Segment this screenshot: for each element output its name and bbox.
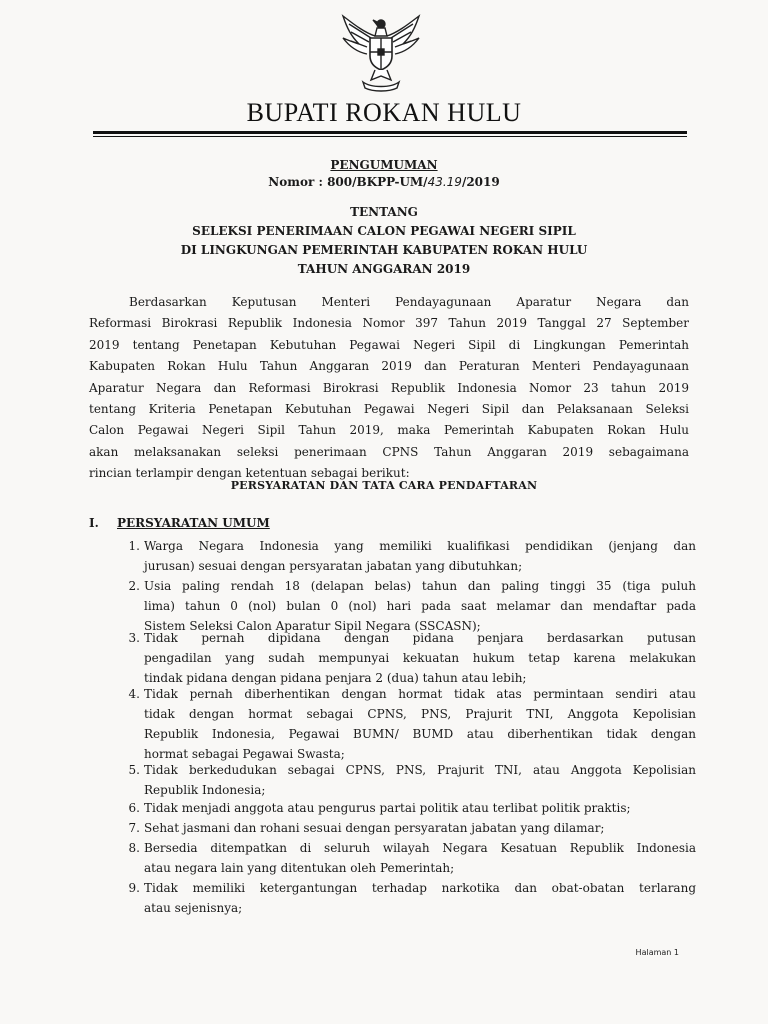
paragraph-line: Aparatur Negara dan Reformasi Birokrasi Republik Indonesia Nomor 23 tahun 2019 — [89, 380, 689, 395]
list-item-line: Bersedia ditempatkan di seluruh wilayah Negara Kesatuan Republik Indonesia — [144, 841, 696, 855]
list-item-text — [144, 818, 696, 838]
header-rule-thick — [93, 131, 687, 134]
list-item-line: atau sejenisnya; — [144, 901, 243, 915]
number-suffix: /2019 — [461, 175, 500, 189]
list-item-number: 1. — [128, 539, 140, 553]
list-item-number: 5. — [128, 763, 140, 777]
garuda-emblem-icon — [337, 14, 425, 92]
list-item-line: tindak pidana dengan pidana penjara 2 (dua) tahun atau lebih; — [144, 671, 527, 685]
list-item-text — [144, 684, 696, 764]
list-item-line: Republik Indonesia, Pegawai BUMN/ BUMD atau diberhentikan tidak dengan — [144, 727, 696, 741]
list-item-number: 8. — [128, 841, 140, 855]
paragraph-line: akan melaksanakan seleksi penerimaan CPNS Tahun Anggaran 2019 sebagaimana — [89, 444, 689, 459]
paragraph-line: tentang Kriteria Penetapan Kebutuhan Pegawai Negeri Sipil dan Pelaksanaan Seleksi — [89, 402, 689, 417]
list-item-line: jurusan) sesuai dengan persyaratan jabatan yang dibutuhkan; — [144, 559, 523, 573]
list-item-line: atau negara lain yang ditentukan oleh Pemerintah; — [144, 861, 455, 875]
list-item-line: Republik Indonesia; — [144, 783, 266, 797]
list-item-number: 3. — [128, 631, 140, 645]
number-prefix: Nomor : 800/BKPP-UM/ — [268, 175, 428, 189]
list-item-number: 9. — [128, 881, 140, 895]
subject-line: DI LINGKUNGAN PEMERINTAH KABUPATEN ROKAN HULU — [180, 243, 588, 257]
paragraph-line: Berdasarkan Keputusan Menteri Pendayagunaan Aparatur Negara dan — [129, 295, 689, 309]
announcement-label: PENGUMUMAN — [330, 158, 438, 172]
paragraph-line: Kabupaten Rokan Hulu Tahun Anggaran 2019 dan Peraturan Menteri Pendayagunaan — [89, 359, 689, 374]
list-item-line: Warga Negara Indonesia yang memiliki kualifikasi pendidikan (jenjang dan — [144, 539, 696, 553]
section-roman-number: I. — [89, 516, 99, 530]
paragraph-line: rincian terlampir dengan ketentuan sebagai berikut: — [89, 466, 410, 481]
section-title: PERSYARATAN UMUM — [117, 516, 270, 530]
list-item-text — [144, 838, 696, 878]
page-number: Halaman 1 — [635, 948, 679, 957]
list-item-line: tidak dengan hormat sebagai CPNS, PNS, Prajurit TNI, Anggota Kepolisian — [144, 707, 696, 721]
list-item-number: 7. — [128, 821, 140, 835]
paragraph-line: 2019 tentang Penetapan Kebutuhan Pegawai Negeri Sipil di Lingkungan Pemerintah — [89, 337, 689, 352]
list-item-line: Tidak pernah dipidana dengan pidana penjara berdasarkan putusan — [144, 631, 696, 645]
list-item-text — [144, 576, 696, 636]
list-item-number: 6. — [128, 801, 140, 815]
tentang-label: TENTANG — [350, 205, 418, 219]
list-item-line: hormat sebagai Pegawai Swasta; — [144, 747, 345, 761]
number-handwritten: 43.19 — [427, 175, 462, 189]
list-item-line: Sistem Seleksi Calon Aparatur Sipil Negara (SSCASN); — [144, 619, 481, 633]
list-item-line: Tidak memiliki ketergantungan terhadap narkotika dan obat-obatan terlarang — [144, 881, 696, 895]
list-item-line: Tidak berkedudukan sebagai CPNS, PNS, Prajurit TNI, atau Anggota Kepolisian — [144, 763, 696, 777]
subject-line: TAHUN ANGGARAN 2019 — [297, 262, 471, 276]
list-item-line: Usia paling rendah 18 (delapan belas) tahun dan paling tinggi 35 (tiga puluh — [144, 579, 696, 593]
header-rule-thin — [93, 136, 687, 137]
paragraph-line: Calon Pegawai Negeri Sipil Tahun 2019, maka Pemerintah Kabupaten Rokan Hulu — [89, 423, 689, 438]
section-heading: PERSYARATAN DAN TATA CARA PENDAFTARAN — [230, 479, 538, 492]
issuer-title: BUPATI ROKAN HULU — [246, 98, 522, 127]
list-item-text — [144, 628, 696, 688]
list-item-text — [144, 878, 696, 918]
list-item-line: Tidak menjadi anggota atau pengurus partai politik atau terlibat politik praktis; — [144, 801, 631, 815]
list-item-line: Sehat jasmani dan rohani sesuai dengan persyaratan jabatan yang dilamar; — [144, 821, 605, 835]
subject-line: SELEKSI PENERIMAAN CALON PEGAWAI NEGERI SIPIL — [192, 224, 576, 238]
list-item-text — [144, 536, 696, 576]
list-item-number: 4. — [128, 687, 140, 701]
list-item-line: lima) tahun 0 (nol) bulan 0 (nol) hari pada saat melamar dan mendaftar pada — [144, 599, 696, 613]
intro-paragraph — [89, 292, 689, 485]
list-item-line: pengadilan yang sudah mempunyai kekuatan hukum tetap karena melakukan — [144, 651, 696, 665]
list-item-text — [144, 760, 696, 800]
announcement-number — [0, 175, 768, 189]
list-item-text — [144, 798, 696, 818]
list-item-number: 2. — [128, 579, 140, 593]
list-item-line: Tidak pernah diberhentikan dengan hormat tidak atas permintaan sendiri atau — [144, 687, 696, 701]
paragraph-line: Reformasi Birokrasi Republik Indonesia Nomor 397 Tahun 2019 Tanggal 27 September — [89, 316, 689, 331]
